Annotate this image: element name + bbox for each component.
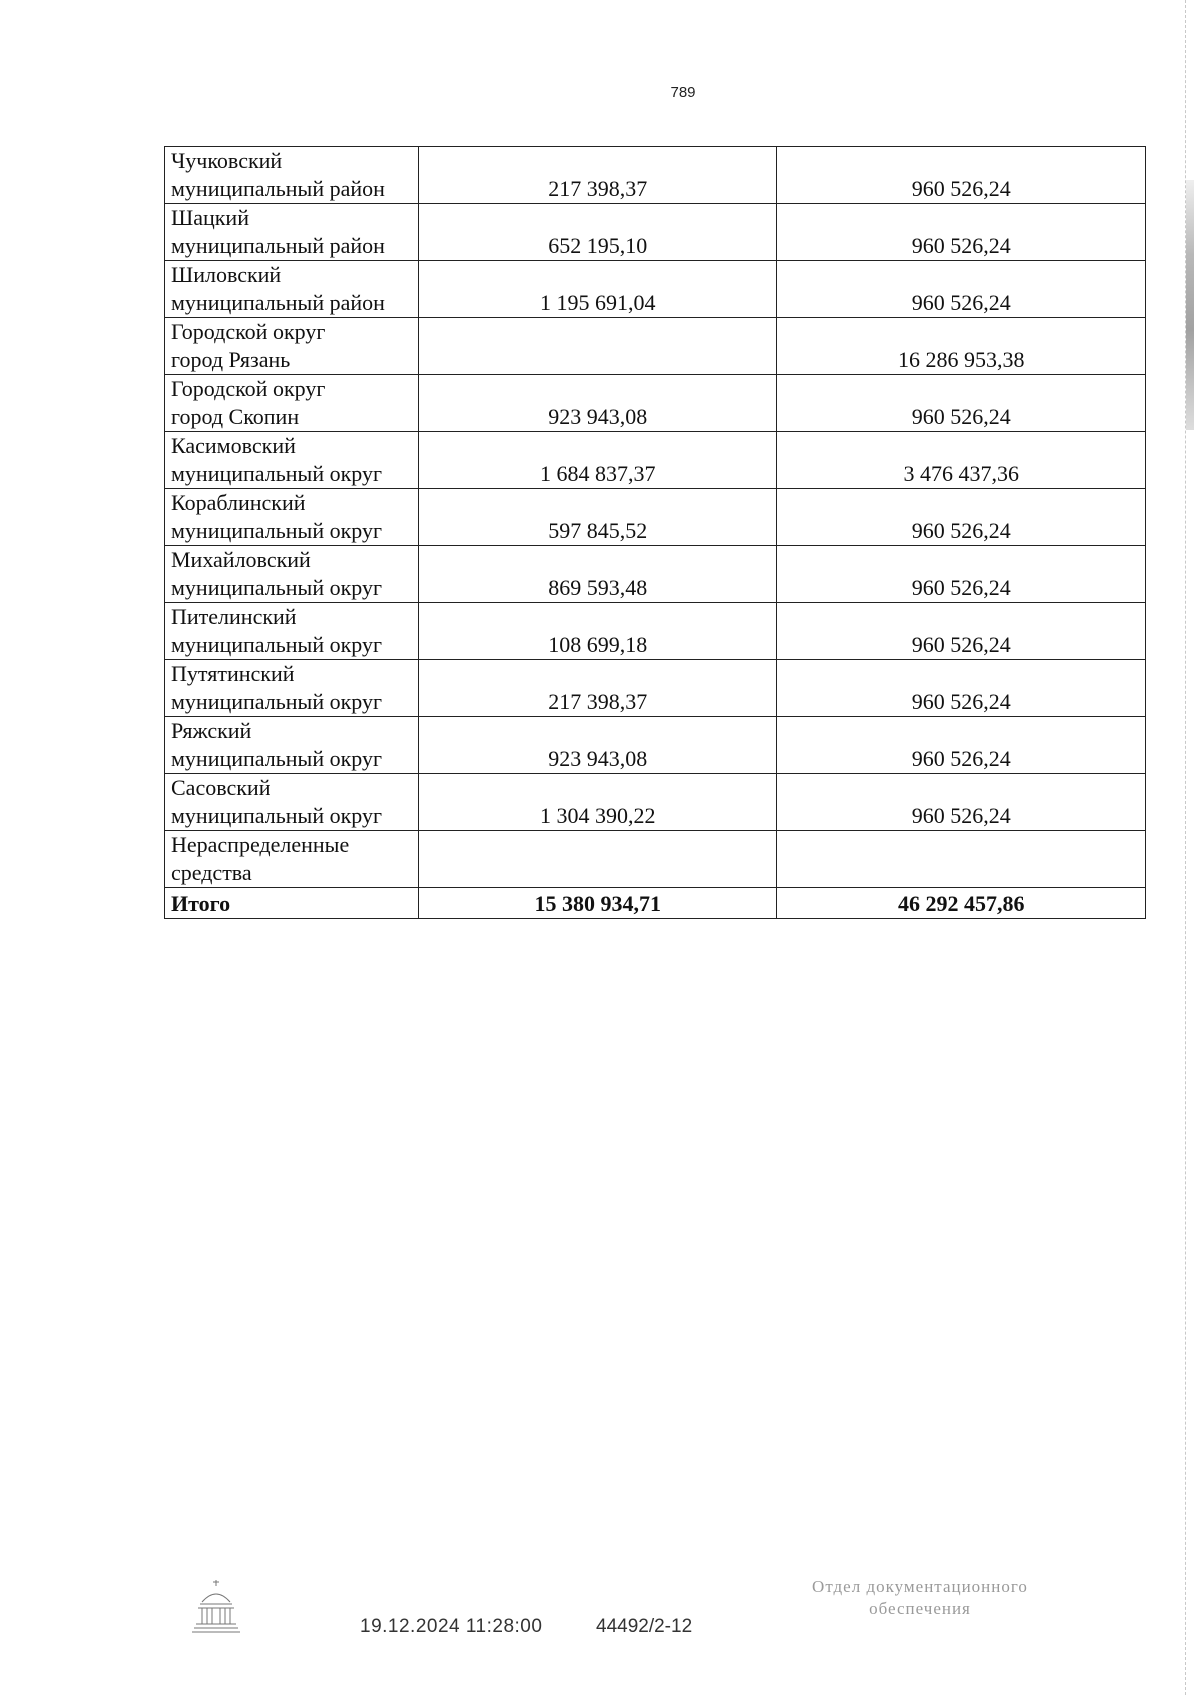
municipality-name-line-1: Городской округ xyxy=(171,376,326,401)
municipality-name-line-2: город Рязань xyxy=(171,347,291,372)
municipality-name-cell xyxy=(165,261,419,318)
municipality-name-line-1: Нераспределенные xyxy=(171,832,350,857)
municipality-name-line-1: Шиловский xyxy=(171,262,282,287)
amount-column-1-cell xyxy=(419,831,777,888)
total-amount-column-1-cell: 15 380 934,71 xyxy=(419,888,777,919)
municipality-name-line-1: Путятинский xyxy=(171,661,295,686)
amount-column-1-cell: 923 943,08 xyxy=(419,717,777,774)
municipality-name-line-1: Чучковский xyxy=(171,148,283,173)
municipality-name-cell xyxy=(165,831,419,888)
amount-column-2-cell: 960 526,24 xyxy=(777,375,1146,432)
amount-column-2-cell: 3 476 437,36 xyxy=(777,432,1146,489)
amount-column-1-cell: 652 195,10 xyxy=(419,204,777,261)
amount-column-2-cell: 960 526,24 xyxy=(777,546,1146,603)
municipality-name-line-2: муниципальный округ xyxy=(171,575,383,600)
municipality-name-line-2: муниципальный район xyxy=(171,233,385,258)
department-stamp xyxy=(770,1576,1070,1620)
table-row xyxy=(165,489,1146,546)
total-row xyxy=(165,888,1146,919)
table-row xyxy=(165,432,1146,489)
amount-column-2-cell: 960 526,24 xyxy=(777,147,1146,204)
municipality-name-cell xyxy=(165,603,419,660)
stamp-line-2: обеспечения xyxy=(869,1599,971,1618)
amount-column-1-cell: 1 195 691,04 xyxy=(419,261,777,318)
municipality-name-cell xyxy=(165,489,419,546)
amount-column-1-cell: 597 845,52 xyxy=(419,489,777,546)
amount-column-2-cell: 960 526,24 xyxy=(777,261,1146,318)
municipality-name-line-2: муниципальный округ xyxy=(171,746,383,771)
footer-datetime: 19.12.2024 11:28:00 xyxy=(360,1616,543,1637)
total-label-cell: Итого xyxy=(165,888,419,919)
municipality-name-line-1: Городской округ xyxy=(171,319,326,344)
amount-column-1-cell: 869 593,48 xyxy=(419,546,777,603)
stamp-line-1: Отдел документационного xyxy=(812,1577,1028,1596)
municipality-name-line-2: муниципальный округ xyxy=(171,461,383,486)
municipality-name-cell xyxy=(165,375,419,432)
table-row xyxy=(165,147,1146,204)
municipality-name-line-1: Касимовский xyxy=(171,433,296,458)
table-row xyxy=(165,261,1146,318)
amount-column-2-cell: 16 286 953,38 xyxy=(777,318,1146,375)
table-body xyxy=(165,147,1146,919)
table-row xyxy=(165,774,1146,831)
municipality-name-line-2: средства xyxy=(171,860,252,885)
municipality-name-line-1: Михайловский xyxy=(171,547,311,572)
scan-shadow-artifact xyxy=(1186,180,1194,430)
amount-column-1-cell: 1 304 390,22 xyxy=(419,774,777,831)
municipality-name-line-2: город Скопин xyxy=(171,404,300,429)
table-row xyxy=(165,603,1146,660)
amount-column-2-cell: 960 526,24 xyxy=(777,489,1146,546)
municipality-name-cell xyxy=(165,717,419,774)
municipality-name-line-2: муниципальный район xyxy=(171,176,385,201)
municipality-name-line-1: Шацкий xyxy=(171,205,249,230)
amount-column-1-cell: 1 684 837,37 xyxy=(419,432,777,489)
footer-registration-number: 44492/2-12 xyxy=(596,1616,693,1637)
amount-column-2-cell xyxy=(777,831,1146,888)
municipality-name-cell xyxy=(165,546,419,603)
amount-column-2-cell: 960 526,24 xyxy=(777,717,1146,774)
table-row xyxy=(165,546,1146,603)
amount-column-2-cell: 960 526,24 xyxy=(777,204,1146,261)
amount-column-2-cell: 960 526,24 xyxy=(777,660,1146,717)
amount-column-2-cell: 960 526,24 xyxy=(777,774,1146,831)
table-row xyxy=(165,831,1146,888)
municipality-name-line-1: Ряжский xyxy=(171,718,252,743)
amount-column-1-cell: 923 943,08 xyxy=(419,375,777,432)
allocation-table xyxy=(164,146,1146,919)
municipality-name-line-2: муниципальный район xyxy=(171,290,385,315)
amount-column-1-cell xyxy=(419,318,777,375)
table-row xyxy=(165,375,1146,432)
municipality-name-cell xyxy=(165,318,419,375)
table-row xyxy=(165,660,1146,717)
municipality-name-cell xyxy=(165,774,419,831)
municipality-name-line-2: муниципальный округ xyxy=(171,689,383,714)
municipality-name-line-1: Пителинский xyxy=(171,604,297,629)
municipality-name-line-1: Кораблинский xyxy=(171,490,306,515)
total-amount-column-2-cell: 46 292 457,86 xyxy=(777,888,1146,919)
municipality-name-cell xyxy=(165,432,419,489)
municipality-name-line-1: Сасовский xyxy=(171,775,271,800)
municipality-name-cell xyxy=(165,147,419,204)
table-row xyxy=(165,717,1146,774)
amount-column-1-cell: 217 398,37 xyxy=(419,147,777,204)
municipality-name-line-2: муниципальный округ xyxy=(171,632,383,657)
municipality-name-cell xyxy=(165,204,419,261)
page-number: 789 xyxy=(670,84,696,101)
municipality-name-cell xyxy=(165,660,419,717)
amount-column-1-cell: 217 398,37 xyxy=(419,660,777,717)
table-row xyxy=(165,204,1146,261)
amount-column-1-cell: 108 699,18 xyxy=(419,603,777,660)
duma-building-emblem-icon xyxy=(190,1578,242,1638)
amount-column-2-cell: 960 526,24 xyxy=(777,603,1146,660)
municipality-name-line-2: муниципальный округ xyxy=(171,518,383,543)
municipality-name-line-2: муниципальный округ xyxy=(171,803,383,828)
table-row xyxy=(165,318,1146,375)
